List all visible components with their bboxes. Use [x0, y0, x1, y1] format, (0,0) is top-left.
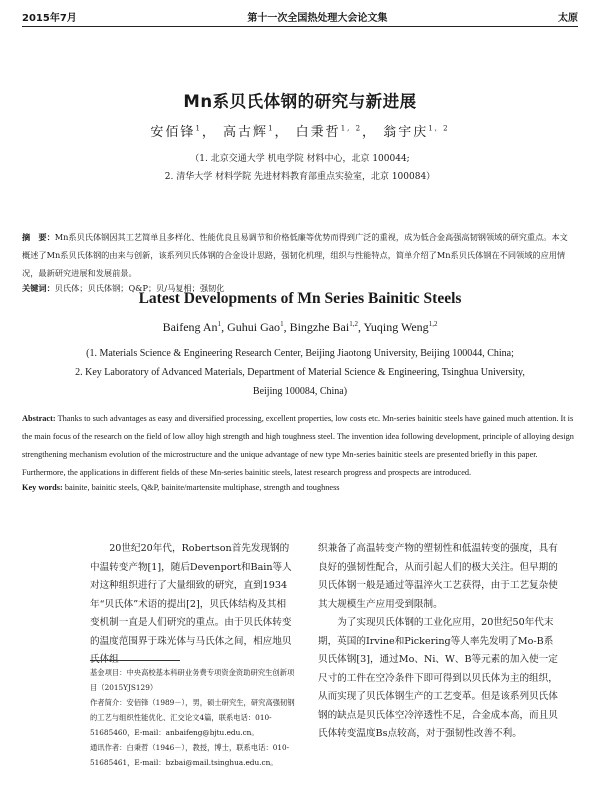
paper-title-cn: Mn系贝氏体钢的研究与新进展: [183, 92, 417, 111]
keywords-cn-label: 关键词：: [22, 283, 55, 293]
footnote-rule: [90, 660, 180, 661]
author-superscript: 1, 2: [340, 124, 363, 133]
running-header: [22, 8, 578, 24]
header-conference: 第十一次全国热处理大会论文集: [247, 12, 388, 24]
keywords-en: [22, 483, 576, 492]
author-name: 白秉哲: [295, 125, 341, 140]
keywords-en-label: Key words:: [22, 483, 63, 492]
footnote-author-bio: 作者简介：安佰锋（1989－），男，硕士研究生，研究高强韧钢的工艺与组织性能优化、汇交论文4篇，联系电话：010-51685460，E-mail：anbaifeng@bjtu.edu.cn。: [90, 698, 295, 737]
header-location: 太原: [557, 12, 578, 24]
author-name: 安佰锋: [150, 125, 196, 140]
affiliation-cn-2: 2. 清华大学 材料学院 先进材料教育部重点实验室，北京 100084）: [164, 172, 436, 182]
abstract-cn: [22, 228, 576, 282]
abstract-cn-text: Mn系贝氏体钢因其工艺简单且多样化、性能优良且易调节和价格低廉等优势而得到广泛的重视，成为低合金高强高韧钢领域的研究重点。本文概述了Mn系贝氏体钢的由来与创新，该系列贝氏体钢的合金设计思路，强韧化机理，组织与性能特点，简单介绍了Mn系贝氏体钢在不同领域的应用情况，最新研究进展和发展前景。: [22, 232, 568, 278]
abstract-en-text: Thanks to such advantages as easy and diversified processing, excellent properties, low costs etc. Mn-series bainitic steels have gained much attention. It is the main focus of the research on the field of low alloy high strength and high toughness steel. The invention idea following development, principle of alloying design strengthening mechanism evolution of the microstructure and the unique advantage of new type Mn-series bainitic steels are presented briefly in this paper. Furthermore, the applications in different fields of these Mn-series bainitic steels, latest research progress and prospects are introduced.: [22, 414, 574, 477]
footnotes: [90, 665, 295, 770]
keywords-cn-text: 贝氏体；贝氏体钢；Q&P；贝/马复相；强韧化: [54, 283, 225, 293]
abstract-cn-label: 摘 要：: [22, 232, 55, 242]
keywords-en-text: bainite, bainitic steels, Q&P, bainite/martensite multiphase, strength and toughness: [62, 483, 340, 492]
body-paragraph: 为了实现贝氏体钢的工业化应用，20世纪50年代末期，英国的Irvine和Pickering等人率先发明了Mo-B系贝氏体钢[3]，通过Mo、Ni、W、B等元素的加入使一定尺寸的工件在空冷条件下即可得到以贝氏体为主的组织，从而实现了贝氏体钢生产的工艺变革。但是该系列贝氏体钢的缺点是贝氏体空冷淬透性不足，合金成本高，而且贝氏体转变温度Bs点较高，对于强韧性改善不利。: [318, 617, 558, 739]
affiliation-en-line: Beijing 100084, China): [252, 386, 348, 397]
affiliation-en-line: 2. Key Laboratory of Advanced Materials, Department of Material Science & Engineering, Tsinghua University,: [75, 367, 525, 378]
footnote-funding: 基金项目：中央高校基本科研业务费专项资金资助研究生创新项目（2015YJS129）: [90, 668, 295, 692]
author-name: 高古辉: [223, 125, 269, 140]
author-superscript: 1, 2: [428, 124, 450, 133]
author-name: Bingzhe Bai: [289, 320, 350, 334]
body-paragraph: 织兼备了高温转变产物的塑韧性和低温转变的强度，具有良好的强韧性配合，从而引起人们的极大关注。但早期的贝氏体钢一般是通过等温淬火工艺获得，由于工艺复杂使其大规模生产应用受到限制。: [318, 543, 558, 610]
author-superscript: 1: [280, 320, 284, 328]
abstract-en-label: Abstract:: [22, 414, 56, 423]
author-superscript: 1: [268, 124, 275, 133]
body-column-left: [90, 540, 295, 670]
paper-title-en: Latest Developments of Mn Series Bainitic Steels: [138, 290, 462, 307]
author-superscript: 1: [217, 320, 222, 328]
author-superscript: 1,2: [349, 320, 358, 328]
author-name: Guhui Gao: [227, 320, 281, 334]
author-list-cn: 安佰锋$^1$， 高古辉$^1$， 白秉哲$^{1, 2}$， 翁宇庆$^{1, 2}$: [150, 124, 450, 140]
affiliation-cn-1: （1. 北京交通大学 机电学院 材料中心，北京 100044;: [190, 154, 410, 164]
body-column-right: [318, 540, 558, 744]
header-date: 2015年7月: [22, 12, 77, 24]
author-name: Baifeng An: [162, 320, 218, 334]
author-name: 翁宇庆: [383, 125, 429, 140]
header-rule: [22, 26, 578, 27]
body-paragraph: 20世纪20年代，Robertson首先发现钢的中温转变产物[1]，随后Devenport和Bain等人对这种组织进行了大量细致的研究，直到1934年“贝氏体”术语的提出[2]，贝氏体结构及其相变机制一直是人们研究的重点。由于贝氏体转变的温度范围界于珠光体与马氏体之间，相应地贝氏体组: [90, 543, 292, 665]
footnote-corresponding: 通讯作者：白秉哲（1946－），教授，博士，联系电话：010-51685461，E-mail：bzbai@mail.tsinghua.edu.cn。: [90, 743, 290, 767]
affiliation-en-line: (1. Materials Science & Engineering Research Center, Beijing Jiaotong University, Beijing 100044, China;: [86, 348, 514, 359]
author-name: Yuqing Weng: [363, 320, 429, 334]
affiliation-en: [30, 344, 570, 401]
abstract-en: [22, 410, 576, 482]
author-list-en: Baifeng An$^1$, Guhui Gao$^1$, Bingzhe Bai$^{1,2}$, Yuqing Weng$^{1,2}$: [162, 320, 438, 334]
author-superscript: 1: [195, 124, 202, 133]
author-superscript: 1,2: [428, 320, 438, 328]
